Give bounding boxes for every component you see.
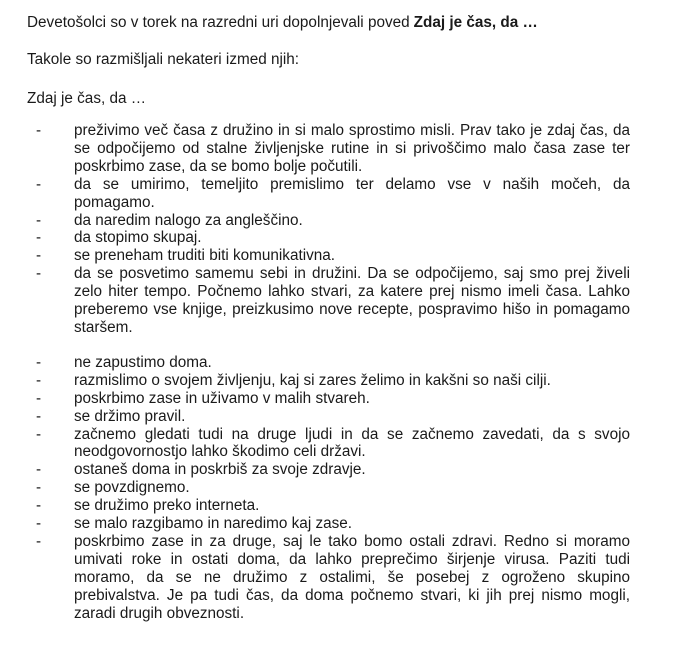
answers-list [0, 122, 679, 622]
bullet-dash: - [36, 247, 42, 265]
list-item [0, 247, 630, 265]
list-item [0, 176, 630, 212]
bullet-dash: - [36, 229, 42, 247]
bullet-dash: - [36, 497, 42, 515]
list-item-text: da se umirimo, temeljito premislimo ter delamo vse v naših močeh, da pomagamo. [74, 175, 630, 211]
list-item-text: da se posvetimo samemu sebi in družini. Da se odpočijemo, saj smo prej živeli zelo hiter tempo. Počnemo lahko stvari, za katere prej nismo imeli časa. Lahko preberemo vse knjige, preizkusimo nove recepte, pospravimo hišo in pomagamo staršem. [74, 265, 630, 336]
bullet-dash: - [36, 265, 42, 283]
zdaj-paragraph: Zdaj je čas, da … [27, 90, 147, 107]
intro-paragraph [27, 14, 538, 32]
list-item-text: da stopimo skupaj. [74, 229, 202, 247]
bullet-dash: - [36, 389, 42, 407]
list-item [0, 122, 630, 176]
bullet-dash: - [36, 515, 42, 533]
bullet-dash: - [36, 532, 42, 550]
list-item [0, 533, 630, 623]
list-item [0, 265, 630, 337]
bullet-dash: - [36, 461, 42, 479]
bullet-dash: - [36, 175, 42, 193]
list-item [0, 497, 630, 515]
list-item [0, 229, 630, 247]
list-item [0, 461, 630, 479]
list-item [0, 354, 630, 372]
bullet-dash: - [36, 371, 42, 389]
list-item [0, 426, 630, 462]
list-item-text: začnemo gledati tudi na druge ljudi in da se začnemo zavedati, da s svojo neodgovornostjo lahko škodimo celi državi. [74, 425, 630, 461]
list-item-text: se malo razgibamo in naredimo kaj zase. [74, 515, 353, 533]
bullet-dash: - [36, 425, 42, 443]
bullet-dash: - [36, 407, 42, 425]
list-item-text: se držimo pravil. [74, 407, 186, 425]
list-item-text: razmislimo o svojem življenju, kaj si zares želimo in kakšni so naši cilji. [74, 371, 551, 389]
bullet-dash: - [36, 211, 42, 229]
list-item [0, 390, 630, 408]
bullet-dash: - [36, 479, 42, 497]
list-item [0, 479, 630, 497]
bullet-dash: - [36, 353, 42, 371]
list-item [0, 372, 630, 390]
list-item-text: da naredim nalogo za angleščino. [74, 211, 303, 229]
list-item-text: se družimo preko interneta. [74, 497, 260, 515]
list-item [0, 408, 630, 426]
bullet-dash: - [36, 122, 42, 139]
list-item-text: ne zapustimo doma. [74, 353, 212, 371]
list-item-text: se preneham truditi biti komunikativna. [74, 247, 336, 265]
list-item [0, 212, 630, 230]
list-item-text: poskrbimo zase in uživamo v malih stvareh. [74, 389, 370, 407]
intro-bold-phrase: Zdaj je čas, da … [413, 14, 538, 31]
list-item-text: preživimo več časa z družino in si malo sprostimo misli. Prav tako je zdaj čas, da se odpočijemo od stalne življenjske rutine in si privoščimo malo časa zase ter poskrbimo zase, da se bomo bolje počutili. [74, 122, 630, 175]
list-item-text: ostaneš doma in poskrbiš za svoje zdravje. [74, 461, 366, 479]
list-item [0, 515, 630, 533]
takole-paragraph: Takole so razmišljali nekateri izmed njih: [27, 51, 300, 68]
intro-text: Devetošolci so v torek na razredni uri dopolnjevali poved [27, 14, 410, 31]
list-item-text: se povzdignemo. [74, 479, 190, 497]
list-item-text: poskrbimo zase in za druge, saj le tako bomo ostali zdravi. Redno si moramo umivati roke in ostati doma, da lahko preprečimo širjenje virusa. Paziti tudi moramo, da se ne družimo z ostalimi, še posebej z ogroženo skupino prebivalstva. Je pa tudi čas, da doma počnemo stvari, ki jih prej nismo mogli, zaradi drugih obveznosti. [74, 532, 630, 622]
